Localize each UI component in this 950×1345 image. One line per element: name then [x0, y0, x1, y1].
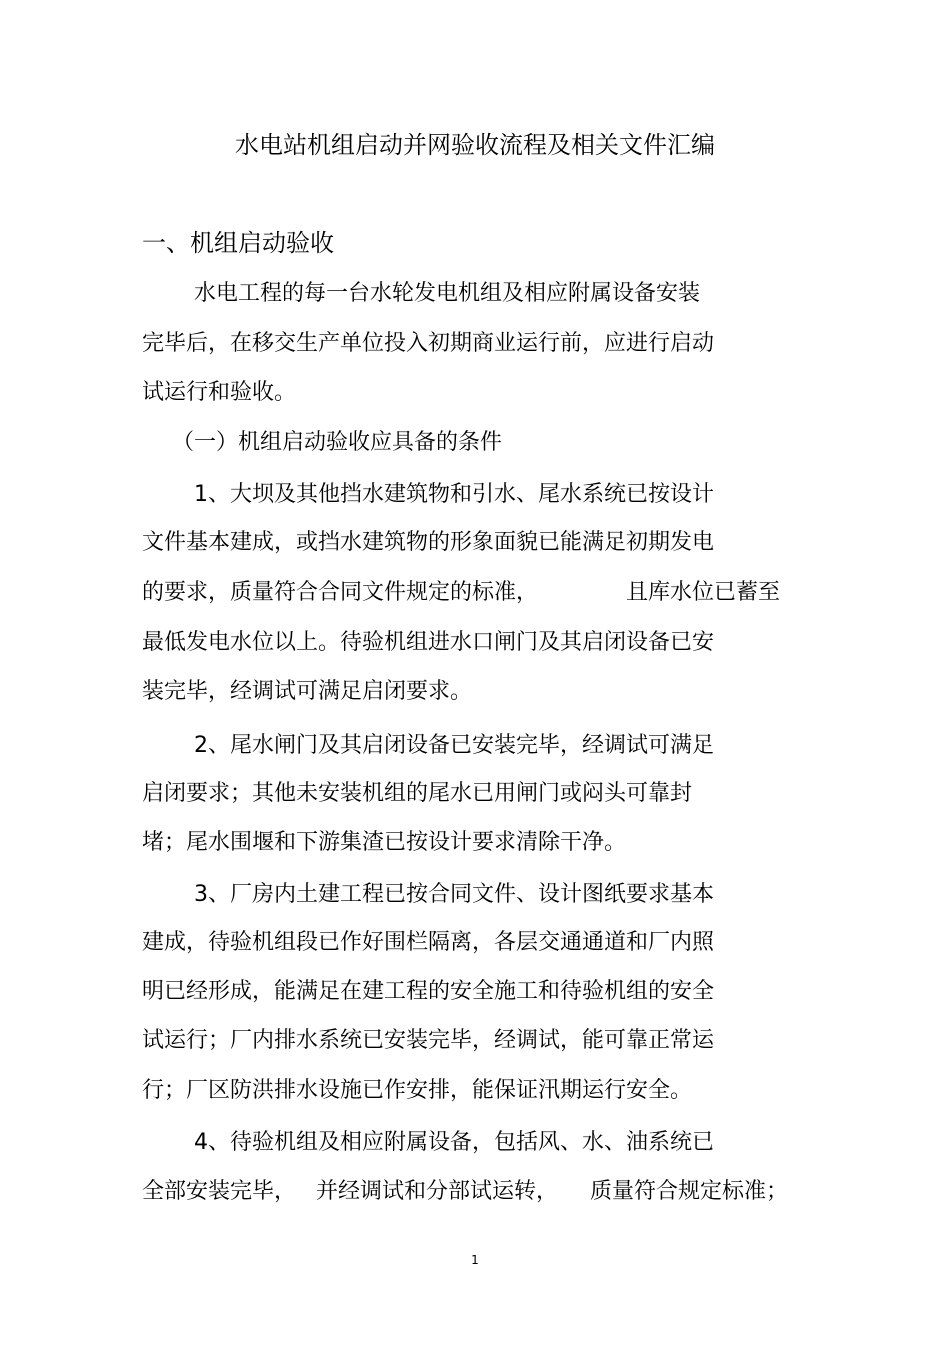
item3-line-4: 试运行；厂内排水系统已安装完毕，经调试，能可靠正常运	[142, 1028, 715, 1053]
section-heading: 一、机组启动验收	[142, 229, 334, 257]
item4-line-2a: 全部安装完毕，	[142, 1179, 297, 1204]
intro-line-1: 水电工程的每一台水轮发电机组及相应附属设备安装	[194, 281, 701, 306]
item3-line-1: 3、厂房内土建工程已按合同文件、设计图纸要求基本	[194, 882, 714, 907]
intro-line-3: 试运行和验收。	[142, 380, 297, 405]
item1-line-2: 文件基本建成，或挡水建筑物的形象面貌已能满足初期发电	[142, 530, 715, 555]
item2-line-1: 2、尾水闸门及其启闭设备已安装完毕，经调试可满足	[194, 733, 714, 758]
item1-line-1: 1、大坝及其他挡水建筑物和引水、尾水系统已按设计	[194, 482, 714, 507]
item1-line-3b: 且库水位已蓄至	[626, 580, 781, 605]
item2-line-2: 启闭要求；其他未安装机组的尾水已用闸门或闷头可靠封	[142, 781, 693, 806]
subheading: （一）机组启动验收应具备的条件	[172, 430, 503, 455]
item3-line-2: 建成，待验机组段已作好围栏隔离，各层交通通道和厂内照	[142, 930, 715, 955]
item1-line-5: 装完毕，经调试可满足启闭要求。	[142, 679, 473, 704]
item3-line-3: 明已经形成，能满足在建工程的安全施工和待验机组的安全	[142, 979, 715, 1004]
item1-line-4: 最低发电水位以上。待验机组进水口闸门及其启闭设备已安	[142, 630, 715, 655]
item4-line-2c: 质量符合规定标准；	[590, 1179, 789, 1204]
item1-line-3a: 的要求，质量符合合同文件规定的标准，	[142, 580, 539, 605]
document-title: 水电站机组启动并网验收流程及相关文件汇编	[235, 131, 715, 159]
intro-line-2: 完毕后，在移交生产单位投入初期商业运行前，应进行启动	[142, 331, 715, 356]
item4-line-2b: 并经调试和分部试运转，	[316, 1179, 559, 1204]
page-number: 1	[471, 1253, 479, 1267]
item2-line-3: 堵；尾水围堰和下游集渣已按设计要求清除干净。	[142, 830, 627, 855]
item4-line-1: 4、待验机组及相应附属设备，包括风、水、油系统已	[194, 1130, 714, 1155]
item3-line-5: 行；厂区防洪排水设施已作安排，能保证汛期运行安全。	[142, 1078, 693, 1103]
